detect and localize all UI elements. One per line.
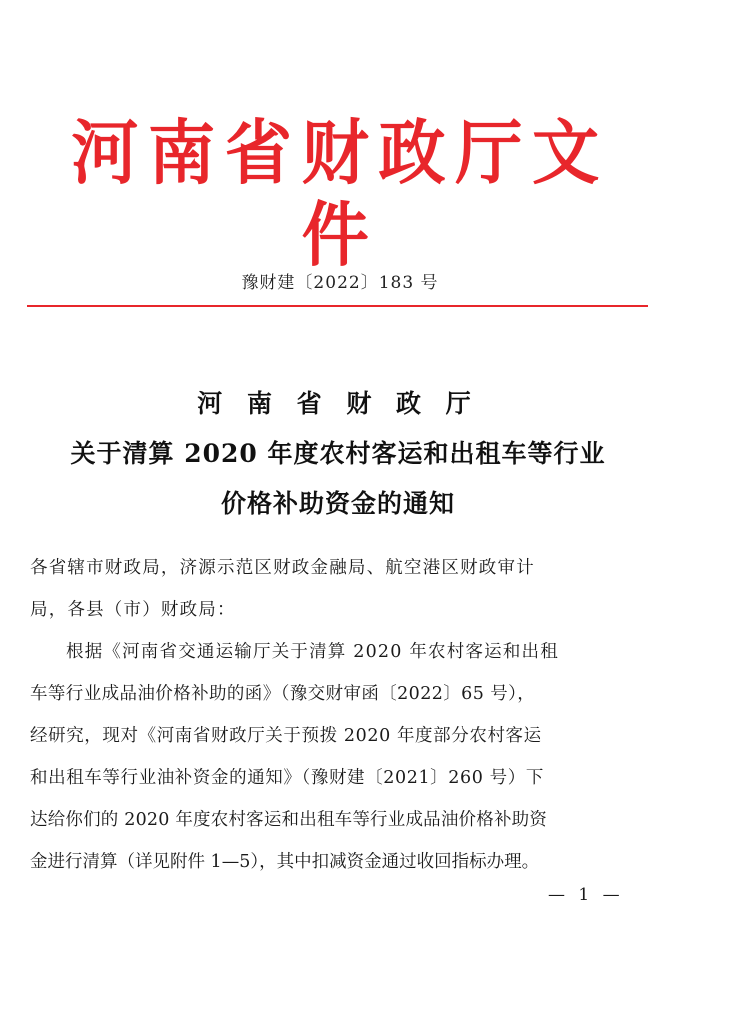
body-line: 和出租车等行业油补资金的通知》（豫财建〔2021〕260 号）下 [30, 768, 544, 788]
body-line-addressee-2: 局，各县（市）财政局： [30, 600, 236, 620]
title-issuer: 河 南 省 财 政 厅 [197, 389, 479, 418]
document-number: 豫财建〔2022〕183 号 [241, 273, 439, 293]
title-subject-line-1: 关于清算 2020 年度农村客运和出租车等行业 [70, 439, 606, 468]
title-subject-line-2: 价格补助资金的通知 [220, 489, 455, 518]
body-line: 车等行业成品油价格补助的函》（豫交财审函〔2022〕65 号）， [30, 684, 536, 704]
body-line-paragraph-start: 根据《河南省交通运输厅关于清算 2020 年农村客运和出租 [66, 642, 559, 662]
body-line: 达给你们的 2020 年度农村客运和出租车等行业成品油价格补助资 [30, 810, 548, 830]
body-line: 金进行清算（详见附件 1—5），其中扣减资金通过收回指标办理。 [30, 852, 540, 872]
red-divider-line [27, 305, 648, 307]
page-number: — 1 — [548, 885, 624, 905]
document-masthead: 河南省财政厅文件 [71, 111, 609, 276]
body-line-addressee-1: 各省辖市财政局，济源示范区财政金融局、航空港区财政审计 [30, 558, 535, 578]
body-line: 经研究，现对《河南省财政厅关于预拨 2020 年度部分农村客运 [30, 726, 542, 746]
